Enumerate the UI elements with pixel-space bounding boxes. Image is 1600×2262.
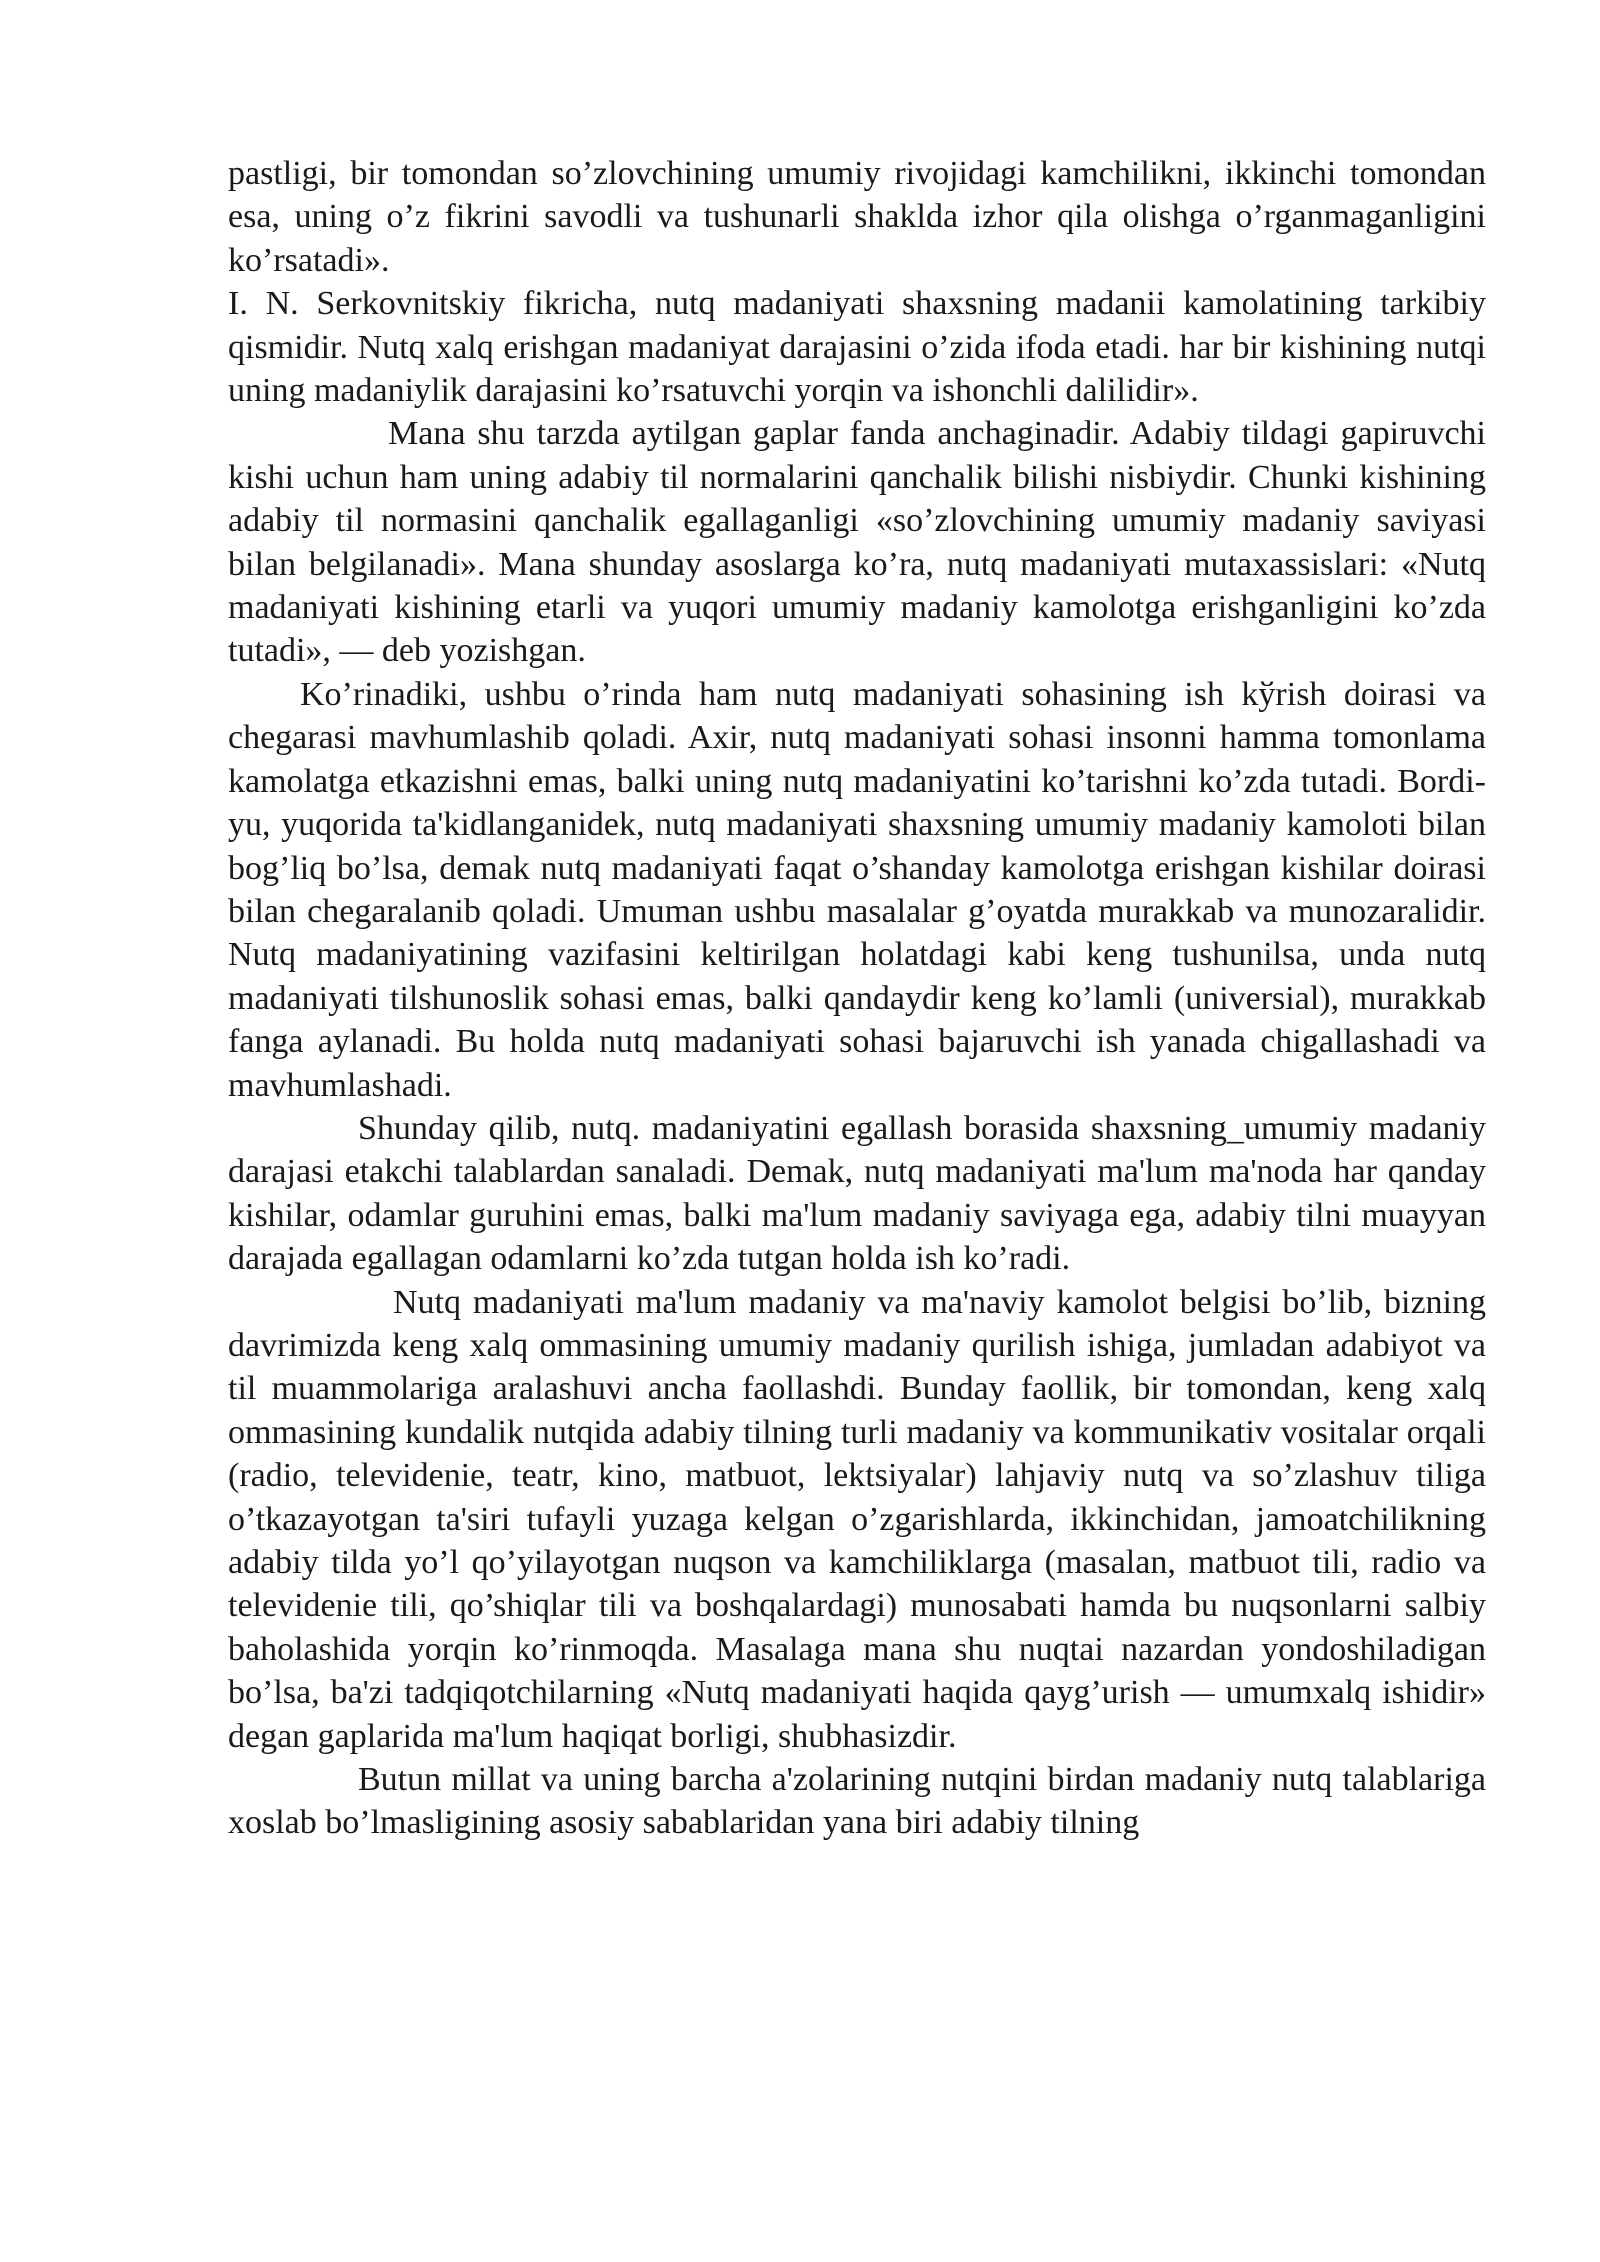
- paragraph-serkovnitskiy: I. N. Serkovnitskiy fikricha, nutq madaniyati shaxsning madanii kamolatining tarkibiy qismidir. Nutq xalq erishgan madaniyat darajasini o’zida ifoda etadi. har bir kishining nutqi uning madaniylik darajasini ko’rsatuvchi yorqin va ishonchli dalilidir».: [228, 285, 1486, 410]
- paragraph-continuation: pastligi, bir tomondan so’zlovchining umumiy rivojidagi kamchilikni, ikkinchi tomondan esa, uning o’z fikrini savodli va tushunarli shaklda izhor qila olishga o’rganmaganligini ko’rsatadi».: [228, 155, 1486, 279]
- paragraph-nutq-madaniyati: Nutq madaniyati ma'lum madaniy va ma'naviy kamolot belgisi bo’lib, bizning davrimizda keng xalq ommasining umumiy madaniy qurilish ishiga, jumladan adabiyot va til muammolariga aralashuvi ancha faollashdi. Bunday faollik, bir tomondan, keng xalq ommasining kundalik nutqida adabiy tilning turli madaniy va kommunikativ vositalar orqali (radio, televidenie, teatr, kino, matbuot, lektsiyalar) lahjaviy nutq va so’zlashuv tiliga o’tkazayotgan ta'siri tufayli yuzaga kelgan o’zgarishlarda, ikkinchidan, jamoatchilikning adabiy tilda yo’l qo’yilayotgan nuqson va kamchiliklarga (masalan, matbuot tili, radio va televidenie tili, qo’shiqlar tili va boshqalardagi) munosabati hamda bu nuqsonlarni salbiy baholashida yorqin ko’rinmoqda. Masalaga mana shu nuqtai nazardan yondoshiladigan bo’lsa, ba'zi tadqiqotchilarning «Nutq madaniyati haqida qayg’urish — umumxalq ishidir» degan gaplarida ma'lum haqiqat borligi, shubhasizdir.: [228, 1283, 1486, 1755]
- paragraph-korinadiki: Ko’rinadiki, ushbu o’rinda ham nutq madaniyati sohasining ish kўrish doirasi va chegarasi mavhumlashib qoladi. Axir, nutq madaniyati sohasi insonni hamma tomonlama kamolatga etkazishni emas, balki uning nutq madaniyatini ko’tarishni ko’zda tutadi. Bordi-yu, yuqorida ta'kidlanganidek, nutq madaniyati shaxsning umumiy madaniy kamoloti bilan bog’liq bo’lsa, demak nutq madaniyati faqat o’shanday kamolotga erishgan kishilar doirasi bilan chegaralanib qoladi. Umuman ushbu masalalar g’oyatda murakkab va munozaralidir. Nutq madaniyatining vazifasini keltirilgan holatdagi kabi keng tushunilsa, unda nutq madaniyati tilshunoslik sohasi emas, balki qandaydir keng ko’lamli (universial), murakkab fanga aylanadi. Bu holda nutq madaniyati sohasi bajaruvchi ish yanada chigallashadi va mavhumlashadi.: [228, 675, 1486, 1104]
- paragraph-mana-shu: Mana shu tarzda aytilgan gaplar fanda anchaginadir. Adabiy tildagi gapiruvchi kishi uchun ham uning adabiy til normalarini qanchalik bilishi nisbiydir. Chunki kishining adabiy til normasini qanchalik egallaganligi «so’zlovchining umumiy madaniy saviyasi bilan belgilanadi». Mana shunday asoslarga ko’ra, nutq madaniyati mutaxassislari: «Nutq madaniyati kishining etarli va yuqori umumiy madaniy kamolotga erishganligini ko’zda tutadi», — deb yozishgan.: [228, 415, 1486, 670]
- paragraph-shunday-qilib: Shunday qilib, nutq. madaniyatini egallash borasida shaxsning_umumiy madaniy darajasi etakchi talablardan sanaladi. Demak, nutq madaniyati ma'lum ma'noda har qanday kishilar, odamlar guruhini emas, balki ma'lum madaniy saviyaga ega, adabiy tilni muayyan darajada egallagan odamlarni ko’zda tutgan holda ish ko’radi.: [228, 1109, 1486, 1278]
- body-text: [228, 152, 1486, 1845]
- paragraph-butun-millat: Butun millat va uning barcha a'zolarining nutqini birdan madaniy nutq talablariga xoslab bo’lmasligining asosiy sabablaridan yana biri adabiy tilning: [228, 1761, 1486, 1842]
